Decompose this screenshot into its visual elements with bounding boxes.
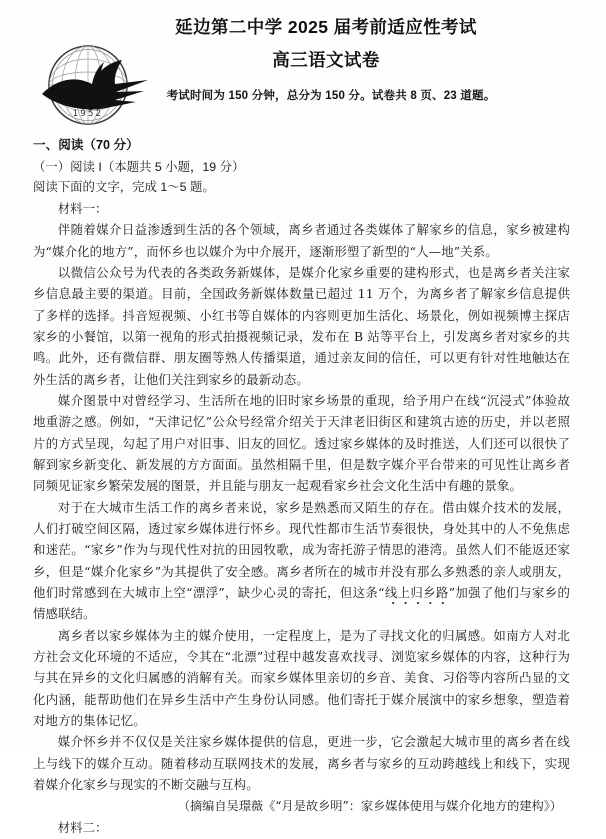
- exam-duration-note: 考试时间为 150 分钟，总分为 150 分。试卷共 8 页、23 道题。: [166, 90, 496, 103]
- material-two-label: 材料二：: [57, 820, 108, 836]
- material-one-label: 材料一：: [57, 200, 108, 216]
- material-one-paragraph-5: 离乡者以家乡媒体为主的媒介使用，一定程度上，是为了寻找文化的归属感。如南方人对北方社会文化环境的不适应，令其在“北漂”过程中越发喜欢找寻、浏览家乡媒体的内容，这种行为与其在异乡的文化归属感的消解有关。而家乡媒体里亲切的乡音、美食、习俗等内容所凸显的文化内涵，能帮助他们在异乡生活中产生身份认同感。他们寄托于媒介展演中的家乡想象，塑造着对地方的集体记忆。: [33, 627, 570, 728]
- material-one-attribution: （摘编自吴璟薇《“月是故乡明”：家乡媒体使用与媒介化地方的建构》）: [177, 799, 562, 814]
- section-heading-reading: 一、阅读（70 分）: [33, 138, 139, 152]
- emblem-year: 1952: [72, 109, 104, 119]
- material-one-paragraph-2: 以微信公众号为代表的各类政务新媒体，是媒介化家乡重要的建构形式，也是离乡者关注家乡信息最主要的渠道。目前，全国政务新媒体数量已超过 11 万个，为离乡者了解家乡信息提供了多样的选择。抖音短视频、小红书等自媒体的内容则更加生活化、场景化，例如视频博主探店家乡的小餐馆，以第一视角的形式拍摄视频记录，发布在 B 站等平台上，引发离乡者对家乡的共鸣。此外，还有微信群、朋友圈等熟人传播渠道，通过亲友间的信任，可以更有针对性地触达在外生活的离乡者，让他们关注到家乡的最新动态。: [33, 264, 570, 387]
- material-one-paragraph-3: 媒介图景中对曾经学习、生活所在地的旧时家乡场景的重现，给予用户在线“沉浸式”体验故地重游之感。例如，“天津记忆”公众号经常介绍关于天津老旧街区和建筑古迹的历史，并以老照片的方式呈现，勾起了用户对旧事、旧友的回忆。透过家乡媒体的及时推送，人们还可以很快了解到家乡新变化、新发展的方方面面。虽然相隔千里，但是数字媒介平台带来的可见性让离乡者同频见证家乡繁荣发展的图景，并且能与朋友一起观看家乡社会文化生活中有趣的景象。: [33, 392, 570, 494]
- material-one-paragraph-4: 对于在大城市生活工作的离乡者来说，家乡是熟悉而又陌生的存在。借由媒介技术的发展，人们打破空间区隔，透过家乡媒体进行怀乡。现代性都市生活节奏很快，身处其中的人不免焦虑和迷茫。“家乡”作为与现代性对抗的田园牧歌，成为寄托游子情思的港湾。虽然人们不能返还家乡，但是“媒介化家乡”为其提供了安全感。离乡者所在的城市并没有那么多熟悉的亲人或朋友，他们时常感到在大城市上空“漂浮”，缺少心灵的寄托，但这条“线上归乡路”加强了他们与家乡的情感联结。: [33, 499, 571, 622]
- exam-content: [0, 136, 606, 839]
- page-header: [0, 0, 606, 118]
- exam-title: 延边第二中学 2025 届考前适应性考试: [175, 17, 477, 37]
- paper-title: 高三语文试卷: [272, 50, 380, 71]
- material-one-paragraph-1: 伴随着媒介日益渗透到生活的各个领域，离乡者通过各类媒体了解家乡的信息，家乡被建构为“媒介化的地方”，而怀乡也以媒介为中介展开，逐渐形塑了新型的“人—地”关系。: [33, 222, 570, 259]
- material-one-paragraph-6: 媒介怀乡并不仅仅是关注家乡媒体提供的信息，更进一步，它会激起大城市里的离乡者在线上与线下的媒介互动。随着移动互联网技术的发展，离乡者与家乡的互动跨越线上和线下，实现着媒介化家乡与现实的不断交融与互构。: [33, 734, 570, 792]
- subsection-heading-reading-one: （一）阅读 I（本题共 5 小题，19 分）: [33, 159, 245, 174]
- school-emblem-icon: [36, 36, 154, 134]
- emphasised-phrase: 线上归乡路: [384, 584, 449, 600]
- reading-instruction: 阅读下面的文字，完成 1～5 题。: [33, 179, 215, 194]
